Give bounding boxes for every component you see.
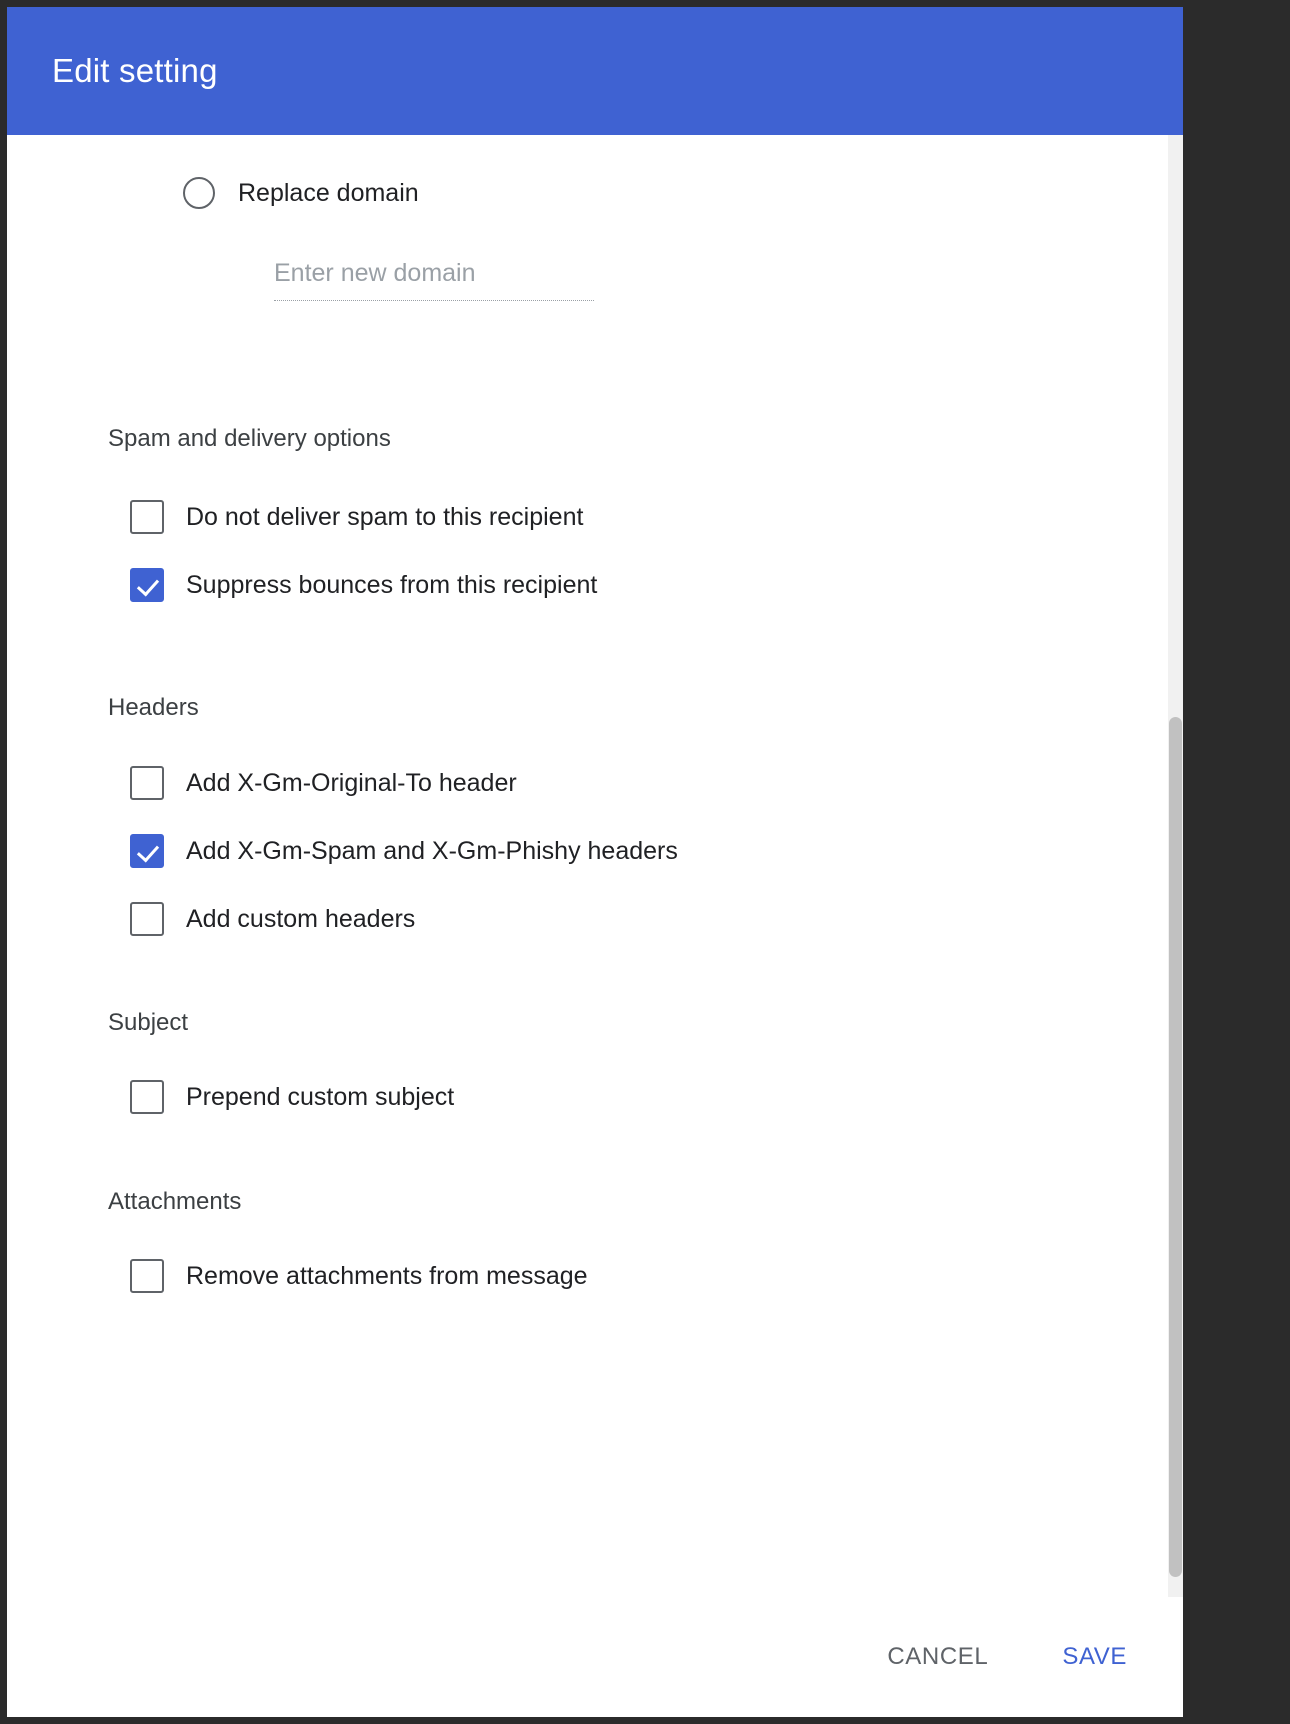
settings-content	[7, 135, 1183, 1597]
edit-setting-dialog	[7, 7, 1183, 1717]
dialog-header	[7, 7, 1183, 135]
section-subject	[7, 1009, 1143, 1114]
section-headers	[7, 694, 1143, 936]
section-title-attachments: Attachments	[108, 1188, 242, 1215]
checkbox-add-spam-phishy-headers-label: Add X-Gm-Spam and X-Gm-Phishy headers	[186, 836, 678, 865]
radio-replace-domain[interactable]	[7, 135, 1143, 209]
checkbox-add-spam-phishy-headers-icon[interactable]	[130, 834, 164, 868]
checkbox-row-add-custom-headers[interactable]	[130, 902, 1143, 936]
dialog-body	[7, 135, 1183, 1597]
checkbox-row-prepend-custom-subject[interactable]	[130, 1080, 1143, 1114]
checkbox-prepend-custom-subject-icon[interactable]	[130, 1080, 164, 1114]
checkbox-remove-attachments-icon[interactable]	[130, 1259, 164, 1293]
checkbox-add-original-to-header-label: Add X-Gm-Original-To header	[186, 768, 517, 797]
radio-replace-domain-label: Replace domain	[238, 178, 419, 207]
cancel-button[interactable]: CANCEL	[869, 1631, 1006, 1683]
checkbox-prepend-custom-subject-label: Prepend custom subject	[186, 1082, 455, 1111]
checkbox-row-do-not-deliver-spam[interactable]	[130, 500, 1143, 534]
checkbox-row-add-spam-phishy-headers[interactable]	[130, 834, 1143, 868]
checkbox-row-remove-attachments[interactable]	[130, 1259, 1143, 1293]
section-attachments	[7, 1188, 1143, 1293]
dialog-footer	[7, 1597, 1183, 1717]
section-title-spam: Spam and delivery options	[108, 425, 391, 452]
checkbox-suppress-bounces-label: Suppress bounces from this recipient	[186, 570, 598, 599]
checkbox-remove-attachments-label: Remove attachments from message	[186, 1261, 588, 1290]
radio-circle-icon	[183, 177, 215, 209]
checkbox-row-suppress-bounces[interactable]	[130, 568, 1143, 602]
checkbox-add-custom-headers-label: Add custom headers	[186, 904, 416, 933]
section-title-subject: Subject	[108, 1009, 189, 1036]
dialog-title: Edit setting	[52, 52, 218, 89]
checkbox-suppress-bounces-icon[interactable]	[130, 568, 164, 602]
new-domain-input[interactable]	[274, 259, 594, 301]
checkbox-add-original-to-header-icon[interactable]	[130, 766, 164, 800]
section-spam-delivery	[7, 425, 1143, 602]
checkbox-do-not-deliver-spam-label: Do not deliver spam to this recipient	[186, 502, 584, 531]
checkbox-do-not-deliver-spam-icon[interactable]	[130, 500, 164, 534]
new-domain-field-wrap	[7, 209, 1143, 301]
scrollbar-thumb[interactable]	[1169, 717, 1182, 1577]
save-button[interactable]: SAVE	[1044, 1631, 1145, 1683]
section-title-headers: Headers	[108, 694, 199, 721]
checkbox-add-custom-headers-icon[interactable]	[130, 902, 164, 936]
scrollbar-track[interactable]	[1168, 135, 1183, 1597]
checkbox-row-add-original-to-header[interactable]	[130, 766, 1143, 800]
